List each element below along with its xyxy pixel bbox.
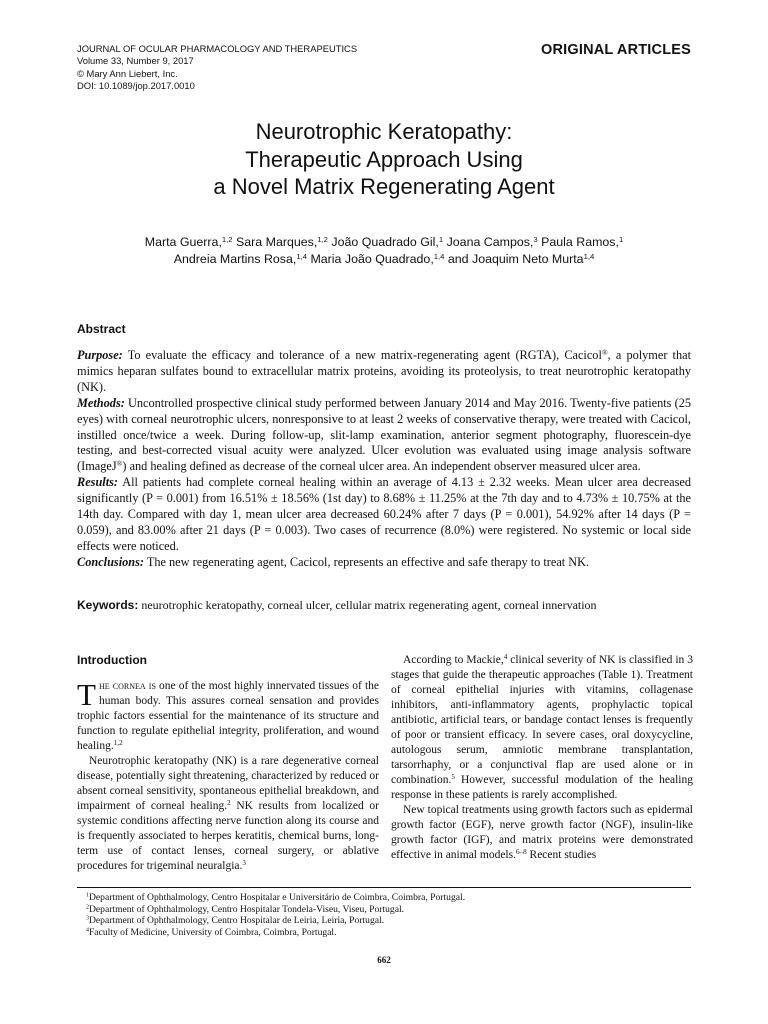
author-affiliation: 1,2 — [317, 234, 328, 244]
author-name: and Joaquim Neto Murta — [447, 251, 584, 266]
methods-label: Methods: — [77, 395, 125, 410]
citation: 2 — [227, 799, 231, 808]
methods-text-cont: ) and healing defined as decrease of the corneal ulcer area. An independent observer measured ulcer area. — [122, 459, 641, 474]
author-affiliation: 1,4 — [583, 251, 595, 261]
title-line-3: a Novel Matrix Regenerating Agent — [213, 174, 555, 199]
author-affiliation: 1 — [438, 234, 444, 244]
abstract-results — [77, 475, 691, 555]
author-affiliation: 1,4 — [433, 251, 445, 261]
footnote-number: 4 — [86, 927, 89, 934]
keywords-label: Keywords: — [77, 598, 139, 612]
results-text: All patients had complete corneal healing within an average of 4.13 ± 2.32 weeks. Mean ulcer area decreased significantly (P = 0.001) from 16.51% ± 18.56% (1st day) to 8.68% ± 11.25% at the 7th day and to 4.73% ± 10.75% at the 14th day. Compared with day 1, mean ulcer area decreased 60.24% after 7 days (P = 0.001), 54.92% after 14 days (P = 0.059), and 83.00% after 21 days (P = 0.003). Two cases of recurrence (8.0%) were registered. No systemic or local side effects were noticed. — [77, 475, 691, 553]
footnote-item — [86, 904, 465, 916]
abstract-methods — [77, 396, 691, 476]
author-name: Marta Guerra, — [144, 235, 222, 249]
author-line-2 — [0, 251, 768, 268]
intro-text: one of the most highly innervated tissues of the human body. This assures corneal sensation and provides trophic factors essential for the maintenance of its structure and function to regulate epithelial integrity, proliferation, and wound healing. — [77, 680, 379, 752]
footnote-text: Department of Ophthalmology, Centro Hospitalar Tondela-Viseu, Viseu, Portugal. — [88, 903, 405, 915]
footnote-number: 2 — [86, 904, 89, 911]
footnote-item — [86, 927, 465, 939]
author-name: Andreia Martins Rosa, — [173, 251, 297, 266]
intro-paragraph-2 — [77, 754, 379, 874]
footnote-number: 3 — [86, 915, 89, 922]
citation: 6–8 — [515, 848, 527, 857]
abstract-conclusions — [77, 555, 691, 571]
title-line-1: Neurotrophic Keratopathy: — [255, 119, 513, 144]
purpose-text-cont: , a polymer that mimics heparan sulfates bound to extracellular matrix proteins, avoiding its proteolysis, to treat neurotrophic keratopathy (NK). — [77, 348, 691, 394]
registered-mark: ® — [116, 459, 123, 469]
section-label: ORIGINAL ARTICLES — [540, 42, 691, 58]
body-column-left — [77, 653, 379, 874]
intro-paragraph-3 — [391, 653, 693, 803]
introduction-heading: Introduction — [77, 653, 147, 667]
drop-cap: T — [77, 677, 96, 712]
author-list — [0, 234, 768, 267]
citation: 1,2 — [113, 739, 123, 748]
intro-text: NK results from localized or systemic conditions affecting nerve function along its course and is frequently associated to herpes keratitis, chemical burns, long-term use of contact lenses, corneal surgery, or ablative procedures for trigeminal neuralgia. — [77, 800, 379, 872]
methods-text: Uncontrolled prospective clinical study performed between January 2014 and May 2016. Twenty-five patients (25 eyes) with corneal neurotrophic ulcers, nonresponsive to at least 2 weeks of conservative therapy, were treated with Cacicol, instilled once/twice a week. During follow-up, slit-lamp examination, anterior segment photography, fluorescein-dye testing, and best-corrected visual acuity were analyzed. Ulcer evolution was evaluated using image analysis software (ImageJ — [77, 395, 691, 474]
footnote-item — [86, 915, 465, 927]
intro-smallcaps: he cornea is — [98, 680, 156, 692]
footnote-text: Department of Ophthalmology, Centro Hospitalar de Leiria, Leiria, Portugal. — [88, 915, 385, 927]
conclusions-label: Conclusions: — [77, 554, 144, 569]
intro-paragraph-4 — [391, 803, 693, 863]
registered-mark: ® — [601, 347, 608, 357]
author-name: Paula Ramos, — [541, 235, 619, 249]
results-label: Results: — [77, 475, 118, 490]
abstract-purpose — [77, 348, 691, 396]
citation: 5 — [451, 773, 455, 782]
footnote-text: Department of Ophthalmology, Centro Hospitalar e Universitário de Coimbra, Coimbra, Portugal. — [88, 892, 466, 903]
body-column-right — [391, 653, 693, 863]
footnote-text: Faculty of Medicine, University of Coimbra, Coimbra, Portugal. — [88, 926, 337, 938]
intro-text: clinical severity of NK is classified in 3 stages that guide the therapeutic approaches (Table 1). Treatment of corneal epithelial injuries with vitamins, collagenase inhibitors, anti-inflammatory agents, prophylactic topical antibiotic, artificial tears, or bandage contact lenses is frequently of poor or transient efficacy. In severe cases, oral doxycycline, autologous serum, amniotic membrane transplantation, tarsorrhaphy, or a conjunctival flap are used alone or in combination. — [391, 654, 693, 786]
journal-volume: Volume 33, Number 9, 2017 — [77, 55, 194, 67]
journal-name: JOURNAL OF OCULAR PHARMACOLOGY AND THERAPEUTICS — [77, 43, 358, 54]
author-line-1 — [0, 234, 768, 251]
author-affiliation: 1 — [618, 234, 624, 244]
author-affiliation: 3 — [533, 234, 538, 244]
intro-text: New topical treatments using growth factors such as epidermal growth factor (EGF), nerve growth factor (NGF), insulin-like growth factor (IGF), and matrix proteins were demonstrated effective in animal models. — [391, 804, 693, 861]
journal-doi: DOI: 10.1089/jop.2017.0010 — [77, 79, 195, 91]
intro-paragraph-1 — [77, 679, 379, 754]
purpose-label: Purpose: — [77, 348, 123, 362]
abstract-heading: Abstract — [77, 322, 126, 336]
footnote-divider — [77, 887, 691, 888]
citation: 4 — [503, 653, 508, 662]
author-affiliation: 1,2 — [221, 234, 233, 244]
keywords — [77, 597, 691, 613]
article-title — [0, 118, 768, 201]
affiliation-footnotes — [86, 892, 465, 938]
footnote-number: 1 — [86, 892, 89, 899]
intro-text: Neurotrophic keratopathy (NK) is a rare degenerative corneal disease, potentially sight threatening, characterized by reduced or absent corneal sensitivity, spontaneous epithelial breakdown, and impairment of corneal healing. — [77, 755, 379, 812]
abstract-body — [77, 348, 691, 571]
keywords-text: neurotrophic keratopathy, corneal ulcer, cellular matrix regenerating agent, corneal innervation — [141, 598, 597, 612]
page-number: 662 — [377, 955, 391, 965]
citation: 3 — [242, 859, 246, 868]
footnote-item — [86, 892, 465, 904]
author-name: Joana Campos, — [446, 235, 534, 249]
author-name: Sara Marques, — [236, 235, 318, 249]
title-line-2: Therapeutic Approach Using — [245, 146, 523, 172]
journal-header — [77, 43, 357, 92]
intro-text: However, successful modulation of the healing response in these patients is rarely accomplished. — [391, 774, 693, 801]
conclusions-text: The new regenerating agent, Cacicol, represents an effective and safe therapy to treat NK. — [146, 554, 590, 569]
journal-copyright: © Mary Ann Liebert, Inc. — [77, 67, 178, 79]
purpose-text: To evaluate the efficacy and tolerance of a new matrix-regenerating agent (RGTA), Cacicol — [127, 348, 602, 362]
author-name: João Quadrado Gil, — [331, 235, 439, 249]
author-affiliation: 1,4 — [296, 251, 308, 261]
intro-text: According to Mackie, — [403, 654, 504, 666]
author-name: Maria João Quadrado, — [310, 251, 434, 266]
intro-text: Recent studies — [526, 849, 597, 861]
